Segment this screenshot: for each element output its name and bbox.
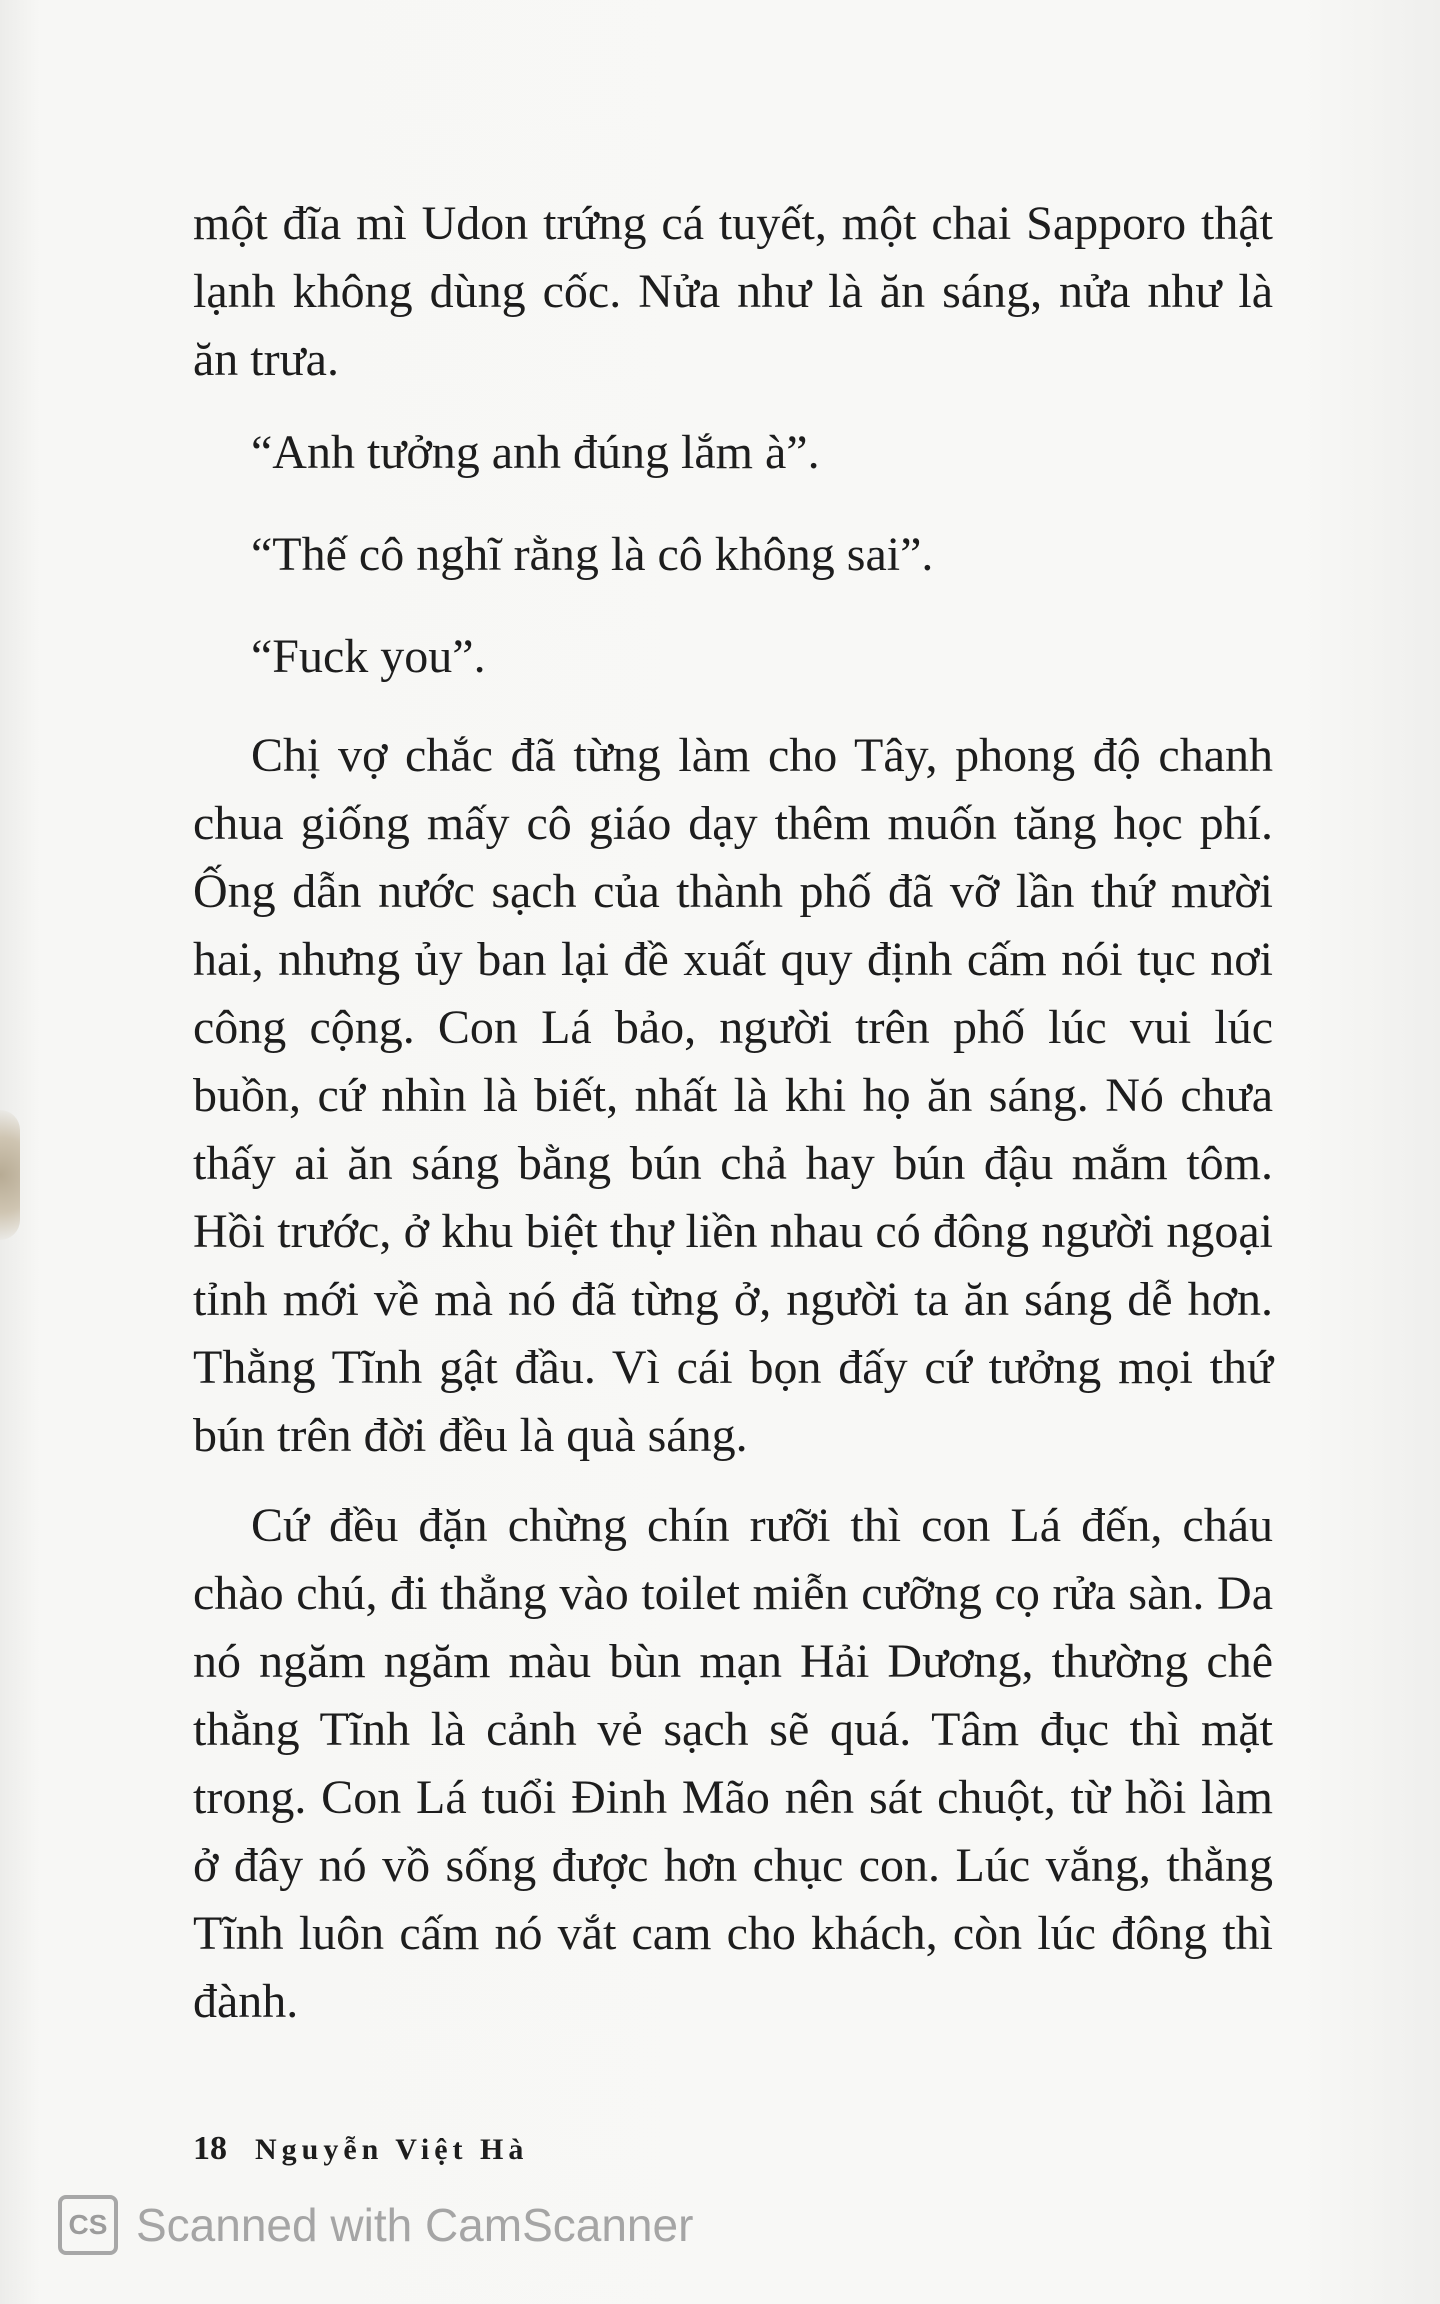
dialogue-line-1: “Anh tưởng anh đúng lắm à”. [251,426,820,479]
body-text [193,190,1273,2036]
paragraph-3: Cứ đều đặn chừng chín rưỡi thì con Lá đến, cháu chào chú, đi thẳng vào toilet miễn cưỡng cọ rửa sàn. Da nó ngăm ngăm màu bùn mạn Hải Dương, thường chê thằng Tĩnh là cảnh vẻ sạch sẽ quá. Tâm đục thì mặt trong. Con Lá tuổi Đinh Mão nên sát chuột, từ hồi làm ở đây nó vồ sống được hơn chục con. Lúc vắng, thằng Tĩnh luôn cấm nó vắt cam cho khách, còn lúc đông thì đành. [193,1499,1273,2028]
paragraph-2: Chị vợ chắc đã từng làm cho Tây, phong độ chanh chua giống mấy cô giáo dạy thêm muốn tăng học phí. Ống dẫn nước sạch của thành phố đã vỡ lần thứ mười hai, nhưng ủy ban lại đề xuất quy định cấm nói tục nơi công cộng. Con Lá bảo, người trên phố lúc vui lúc buồn, cứ nhìn là biết, nhất là khi họ ăn sáng. Nó chưa thấy ai ăn sáng bằng bún chả hay bún đậu mắm tôm. Hồi trước, ở khu biệt thự liền nhau có đông người ngoại tỉnh mới về mà nó đã từng ở, người ta ăn sáng dễ hơn. Thằng Tĩnh gật đầu. Vì cái bọn đấy cứ tưởng mọi thứ bún trên đời đều là quà sáng. [193,729,1273,1462]
page-number: 18 [193,2130,227,2167]
binding-shadow [0,1110,20,1240]
camscanner-logo-icon: CS [58,2195,118,2255]
page-footer [193,2130,528,2168]
watermark-text: Scanned with CamScanner [136,2199,694,2251]
camscanner-watermark [58,2195,693,2255]
author-name: Nguyễn Việt Hà [255,2133,529,2166]
dialogue-line-2: “Thế cô nghĩ rằng là cô không sai”. [251,528,934,581]
dialogue-line-3: “Fuck you”. [251,630,486,683]
paragraph-1: một đĩa mì Udon trứng cá tuyết, một chai Sapporo thật lạnh không dùng cốc. Nửa như là ăn sáng, nửa như là ăn trưa. [193,197,1273,386]
